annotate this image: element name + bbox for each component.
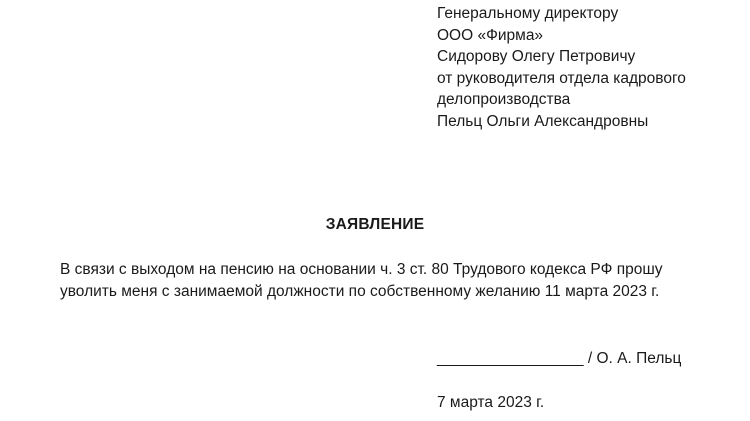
addressee-line: Генеральному директору: [437, 5, 619, 22]
statement-line: уволить меня с занимаемой должности по собственному желанию 11 марта 2023 г.: [60, 282, 660, 300]
signature-line: _________________ / О. А. Пельц: [437, 350, 682, 367]
statement-body: [60, 259, 700, 302]
addressee-line: Пельц Ольги Александровны: [437, 112, 649, 130]
addressee-line: от руководителя отдела кадрового: [437, 69, 686, 87]
document-title: ЗАЯВЛЕНИЕ: [325, 216, 425, 233]
addressee-line: ООО «Фирма»: [437, 26, 544, 44]
document-date: 7 марта 2023 г.: [437, 394, 545, 411]
addressee-line: делопроизводства: [437, 91, 571, 109]
addressee-line: Сидорову Олегу Петровичу: [437, 48, 636, 66]
statement-line: В связи с выходом на пенсию на основании ч. 3 ст. 80 Трудового кодекса РФ прошу: [60, 261, 663, 278]
addressee-block: [437, 3, 737, 133]
